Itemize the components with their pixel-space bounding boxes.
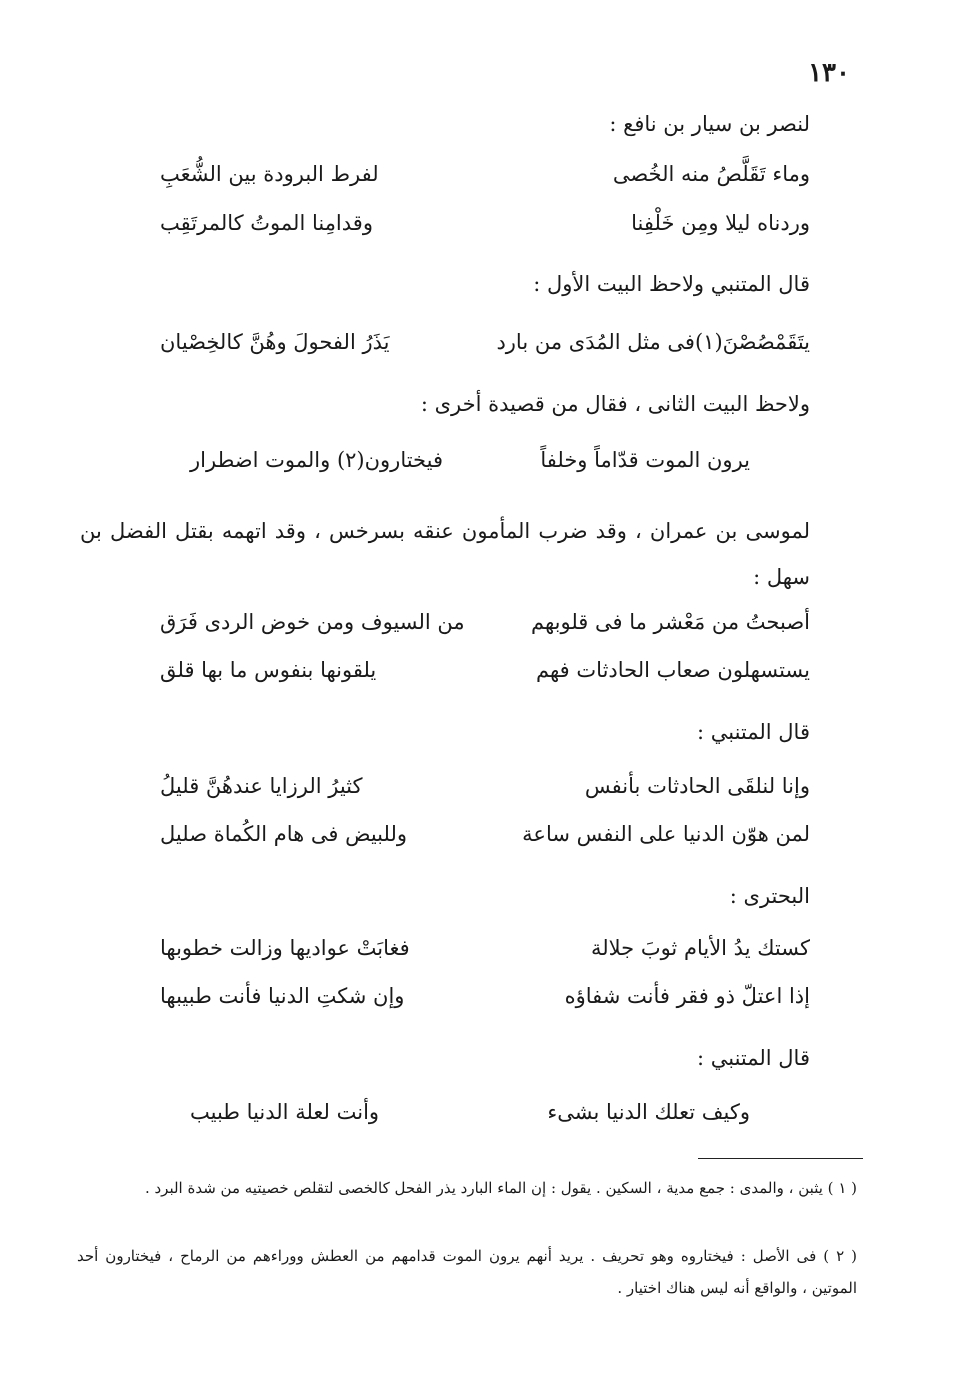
verse-line xyxy=(160,774,810,814)
verse-second-hemistich: لفرط البرودة بين الشُّعَبِ xyxy=(160,162,379,186)
footnote: ( ١ ) يثبن ، والمدى : جمع مدية ، السكين . يقول : إن الماء البارد يذر الفحل كالخصى لتقلص خصيتيه من شدة البرد . xyxy=(144,1179,857,1197)
verse-second-hemistich: من السيوف ومن خوض الردى فَرَق xyxy=(160,610,465,634)
verse-second-hemistich: كثيرُ الرزايا عندهُنَّ قليلُ xyxy=(160,774,363,798)
verse-line xyxy=(160,610,810,650)
verse-first-hemistich: وماء تَقَلَّصُ منه الخُصى xyxy=(612,162,810,186)
section-heading: البحترى : xyxy=(729,884,810,908)
section-heading: ولاحظ البيت الثانى ، فقال من قصيدة أخرى : xyxy=(420,392,810,416)
verse-first-hemistich: إذا اعتلّ ذو فقر فأنت شفاؤه xyxy=(564,984,810,1008)
verse-line xyxy=(160,936,810,976)
verse-first-hemistich: يتَقَمْصُصْنَ(١)فى مثل المُدَى من بارد xyxy=(496,330,810,354)
verse-second-hemistich: فغابَتْ عواديها وزالت خطوبها xyxy=(160,936,410,960)
verse-first-hemistich: وردناه ليلا ومِن خَلْفِنا xyxy=(631,211,810,235)
verse-second-hemistich: يلقونها بنفوس ما بها قلق xyxy=(160,658,377,682)
verse-first-hemistich: يرون الموت قدّاماً وخلفاً xyxy=(540,448,750,472)
verse-line xyxy=(190,448,750,488)
verse-second-hemistich: وأنت لعلة الدنيا طبيب xyxy=(190,1100,380,1124)
footnote-separator xyxy=(698,1158,863,1159)
section-heading: لنصر بن سيار بن نافع : xyxy=(609,112,810,136)
verse-line xyxy=(160,211,810,251)
verse-second-hemistich: يَذَرُ الفحولَ وهُنَّ كالخِصْيان xyxy=(160,330,390,354)
section-heading: قال المتنبي : xyxy=(696,720,810,744)
verse-line xyxy=(160,984,810,1024)
page-number: ١٣٠ xyxy=(808,58,850,88)
section-heading: قال المتنبي ولاحظ البيت الأول : xyxy=(533,272,810,296)
footnote: ( ٢ ) فى الأصل : فيختاروه وهو تحريف . يريد أنهم يرون الموت قدامهم من العطش ووراءهم من الرماح ، فيختارون أحد الموتين ، والواقع أنه ليس هناك اختيار . xyxy=(77,1247,857,1297)
verse-first-hemistich: يستسهلون صعاب الحادثات فهم xyxy=(536,658,810,682)
verse-line xyxy=(160,822,810,862)
verse-line xyxy=(160,658,810,698)
verse-first-hemistich: أصبحتُ من مَعْشر ما فى قلوبهم xyxy=(530,610,810,634)
verse-first-hemistich: وكيف تعلك الدنيا بشىء xyxy=(547,1100,750,1124)
verse-second-hemistich: وللبيض فى هام الكُماة صليل xyxy=(160,822,408,846)
verse-second-hemistich: فيختارون(٢) والموت اضطرار xyxy=(190,448,443,472)
verse-line xyxy=(160,162,810,202)
verse-line xyxy=(190,1100,750,1140)
verse-second-hemistich: وقدامِنا الموتُ كالمرتَقِب xyxy=(160,211,373,235)
verse-first-hemistich: لمن هوّن الدنيا على النفس ساعة xyxy=(522,822,810,846)
verse-second-hemistich: وإن شكتِ الدنيا فأنت طبيبها xyxy=(160,984,405,1008)
verse-first-hemistich: كستك يدُ الأيام ثوبَ جلالة xyxy=(590,936,810,960)
section-heading: قال المتنبي : xyxy=(696,1046,810,1070)
section-paragraph: لموسى بن عمران ، وقد ضرب المأمون عنقه بسرخس ، وقد اتهمه بقتل الفضل بن سهل : xyxy=(80,519,810,589)
verse-line xyxy=(160,330,810,370)
verse-first-hemistich: وإنا لنلقَى الحادثات بأنفس xyxy=(584,774,810,798)
